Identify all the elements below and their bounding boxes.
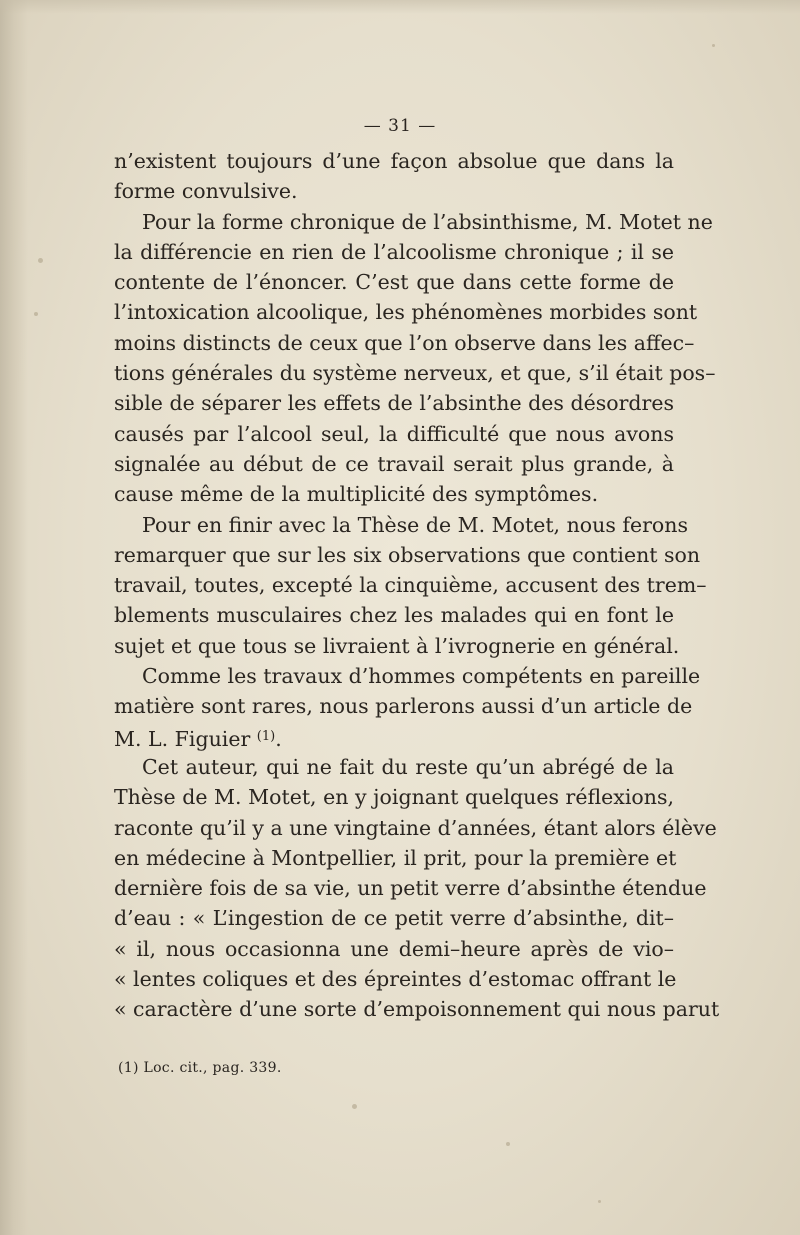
text-line bbox=[114, 419, 674, 449]
text-line bbox=[114, 570, 707, 600]
text-line bbox=[114, 813, 717, 843]
text-line-content: blements musculaires chez les malades qui en font le bbox=[114, 603, 674, 628]
text-line-content: cause même de la multiplicité des symptômes. bbox=[114, 482, 599, 507]
text-line bbox=[114, 782, 674, 812]
text-line bbox=[114, 237, 674, 267]
paper-speck bbox=[352, 1104, 357, 1109]
paper-speck bbox=[598, 1200, 601, 1203]
page-number: — 31 — bbox=[363, 116, 437, 136]
text-line-content: l’intoxication alcoolique, les phénomènes morbides sont bbox=[114, 300, 698, 325]
text-line bbox=[114, 267, 674, 297]
text-line-content: tions générales du système nerveux, et que, s’il était pos– bbox=[114, 361, 716, 386]
text-line-content: signalée au début de ce travail serait plus grande, à bbox=[114, 451, 674, 476]
text-line-content: sujet et que tous se livraient à l’ivrognerie en général. bbox=[114, 633, 680, 658]
text-line-content: « il, nous occasionna une demi–heure après de vio– bbox=[114, 936, 674, 961]
text-line bbox=[114, 903, 674, 933]
text-line-content: remarquer que sur les six observations que contient son bbox=[114, 542, 701, 567]
text-line bbox=[114, 661, 701, 691]
text-line bbox=[114, 328, 695, 358]
text-line-content: matière sont rares, nous parlerons aussi d’un article de bbox=[114, 694, 693, 719]
text-line bbox=[114, 752, 674, 782]
text-line-content: Pour la forme chronique de l’absinthisme, M. Motet ne bbox=[142, 209, 713, 234]
text-line bbox=[114, 843, 677, 873]
text-line-content: « lentes coliques et des épreintes d’estomac offrant le bbox=[114, 967, 677, 992]
text-line-content: raconte qu’il y a une vingtaine d’années, étant alors élève bbox=[114, 815, 717, 840]
text-line bbox=[114, 964, 677, 994]
paper-speck bbox=[506, 1142, 510, 1146]
text-line-content: Thèse de M. Motet, en y joignant quelques réflexions, bbox=[114, 785, 674, 810]
page-edge-shadow bbox=[0, 0, 28, 1235]
text-line-content: Pour en finir avec la Thèse de M. Motet, nous ferons bbox=[142, 512, 688, 537]
text-line bbox=[114, 631, 680, 661]
text-line bbox=[114, 691, 693, 721]
text-line-content: en médecine à Montpellier, il prit, pour la première et bbox=[114, 845, 677, 870]
text-line-content: Comme les travaux d’hommes compétents en pareille bbox=[142, 664, 701, 689]
page-top-shadow bbox=[0, 0, 800, 14]
text-line-content: sible de séparer les effets de l’absinthe des désordres bbox=[114, 391, 674, 416]
text-line bbox=[114, 146, 674, 176]
text-line bbox=[114, 873, 707, 903]
text-line bbox=[114, 540, 701, 570]
text-line bbox=[114, 600, 674, 630]
text-line-content: M. L. Figuier bbox=[114, 726, 251, 751]
text-line-content: travail, toutes, excepté la cinquième, accusent des trem– bbox=[114, 573, 707, 598]
paper-speck bbox=[34, 312, 38, 316]
paper-speck bbox=[38, 258, 43, 263]
text-line bbox=[114, 449, 674, 479]
text-line bbox=[114, 510, 688, 540]
text-line-content: « caractère d’une sorte d’empoisonnement qui nous parut bbox=[114, 997, 720, 1022]
text-line bbox=[114, 358, 716, 388]
text-line-content: dernière fois de sa vie, un petit verre d’absinthe étendue bbox=[114, 876, 707, 901]
footnote-reference: (1) bbox=[256, 728, 276, 744]
text-line-content: Cet auteur, qui ne fait du reste qu’un abrégé de la bbox=[142, 754, 674, 779]
text-line-content: contente de l’énoncer. C’est que dans cette forme de bbox=[114, 270, 674, 295]
text-line-punctuation: . bbox=[275, 726, 282, 751]
footnote: (1) Loc. cit., pag. 339. bbox=[118, 1060, 282, 1076]
text-line-content: la différencie en rien de l’alcoolisme chronique ; il se bbox=[114, 239, 674, 264]
text-line bbox=[114, 722, 674, 752]
text-line bbox=[114, 934, 674, 964]
text-line bbox=[114, 479, 674, 509]
body-text bbox=[114, 146, 720, 1025]
text-line bbox=[114, 176, 674, 206]
text-line-content: n’existent toujours d’une façon absolue que dans la bbox=[114, 149, 674, 173]
text-line-content: d’eau : « L’ingestion de ce petit verre d’absinthe, dit– bbox=[114, 906, 674, 931]
text-line bbox=[114, 297, 698, 327]
text-line bbox=[114, 207, 713, 237]
text-line bbox=[114, 388, 674, 418]
text-line-content: forme convulsive. bbox=[114, 179, 298, 204]
text-line bbox=[114, 994, 720, 1024]
text-line-content: causés par l’alcool seul, la difficulté que nous avons bbox=[114, 421, 674, 446]
paper-speck bbox=[712, 44, 715, 47]
text-line-content: moins distincts de ceux que l’on observe dans les affec– bbox=[114, 330, 695, 355]
